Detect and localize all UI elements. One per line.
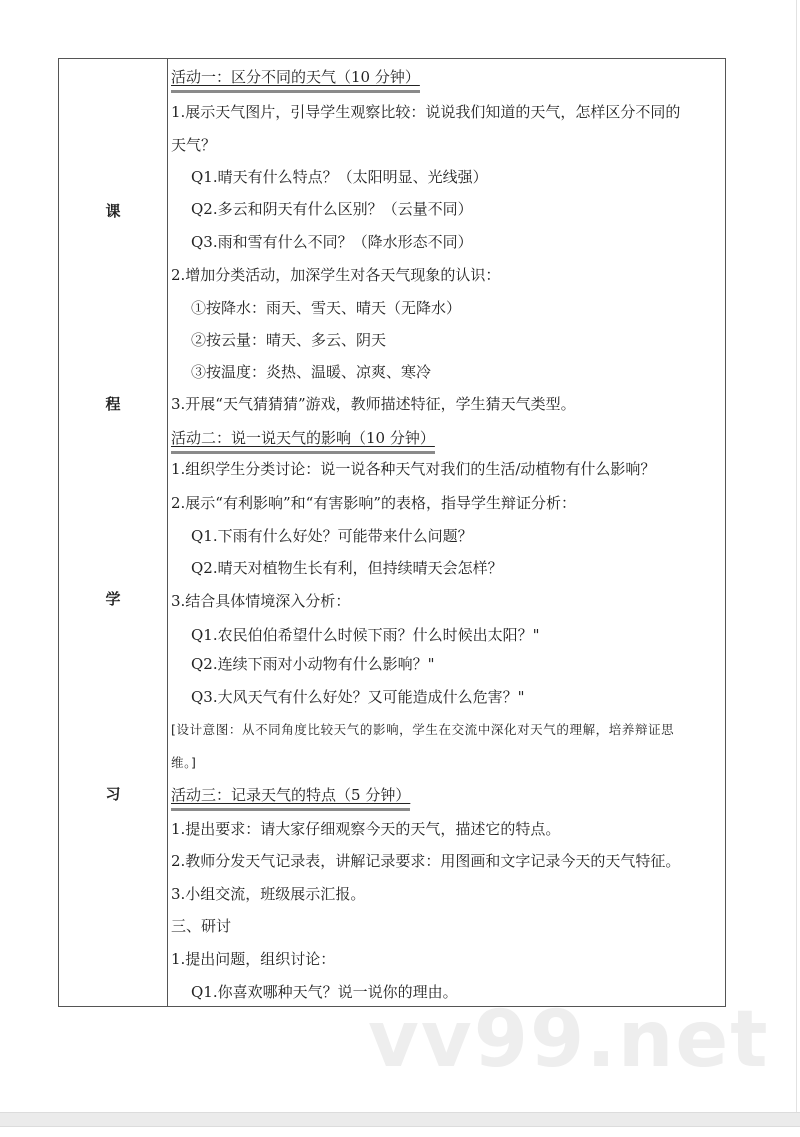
content-line: 3.开展“天气猜猜猜”游戏，教师描述特征，学生猜天气类型。	[171, 395, 576, 413]
question-line: Q2.晴天对植物生长有利，但持续晴天会怎样？	[191, 559, 503, 577]
question-line: Q2.连续下雨对小动物有什么影响？"	[191, 655, 435, 673]
content-line: 2.展示“有利影响”和“有害影响”的表格，指导学生辩证分析：	[171, 494, 576, 512]
content-line: 2.增加分类活动，加深学生对各天气现象的认识：	[171, 266, 501, 284]
classification-line: ②按云量：晴天、多云、阴天	[191, 331, 387, 349]
question-line: Q1.农民伯伯希望什么时候下雨？什么时候出太阳？"	[191, 626, 540, 644]
question-line: Q3.雨和雪有什么不同？（降水形态不同）	[191, 233, 473, 251]
question-line: Q3.大风天气有什么好处？又可能造成什么危害？"	[191, 688, 525, 706]
content-line: 2.教师分发天气记录表，讲解记录要求：用图画和文字记录今天的天气特征。	[171, 852, 681, 870]
left-label-xi: 习	[105, 785, 121, 803]
activity-three-heading: 活动三：记录天气的特点（5 分钟）	[171, 786, 411, 804]
content-line: 天气？	[171, 136, 217, 154]
question-line: Q1.晴天有什么特点？（太阳明显、光线强）	[191, 168, 488, 186]
content-line: 3.小组交流，班级展示汇报。	[171, 885, 366, 903]
watermark: vv99.net	[368, 995, 770, 1085]
left-label-cheng: 程	[105, 395, 121, 413]
activity-one-heading: 活动一：区分不同的天气（10 分钟）	[171, 68, 420, 86]
design-intent-note: 维。]	[171, 755, 197, 770]
classification-line: ③按温度：炎热、温暖、凉爽、寒冷	[191, 363, 432, 381]
content-line: 1.提出问题，组织讨论：	[171, 950, 336, 968]
content-line: 1.展示天气图片，引导学生观察比较：说说我们知道的天气，怎样区分不同的	[171, 103, 681, 121]
classification-line: ①按降水：雨天、雪天、晴天（无降水）	[191, 299, 462, 317]
question-line: Q1.下雨有什么好处？可能带来什么问题？	[191, 527, 473, 545]
left-label-ke: 课	[105, 202, 121, 220]
question-line: Q2.多云和阴天有什么区别？（云量不同）	[191, 200, 473, 218]
activity-two-heading: 活动二：说一说天气的影响（10 分钟）	[171, 429, 435, 447]
design-intent-note: [设计意图：从不同角度比较天气的影响，学生在交流中深化对天气的理解，培养辩证思	[171, 722, 675, 737]
question-line: Q1.你喜欢哪种天气？说一说你的理由。	[191, 983, 458, 1001]
lesson-process-table	[58, 58, 726, 1007]
content-line: 3.结合具体情境深入分析：	[171, 592, 351, 610]
page-separator	[0, 1112, 800, 1127]
column-divider	[167, 59, 168, 1006]
section-heading-discussion: 三、研讨	[171, 917, 232, 935]
content-line: 1.提出要求：请大家仔细观察今天的天气，描述它的特点。	[171, 820, 561, 838]
left-label-xue: 学	[105, 590, 121, 608]
content-line: 1.组织学生分类讨论：说一说各种天气对我们的生活/动植物有什么影响？	[171, 460, 656, 478]
